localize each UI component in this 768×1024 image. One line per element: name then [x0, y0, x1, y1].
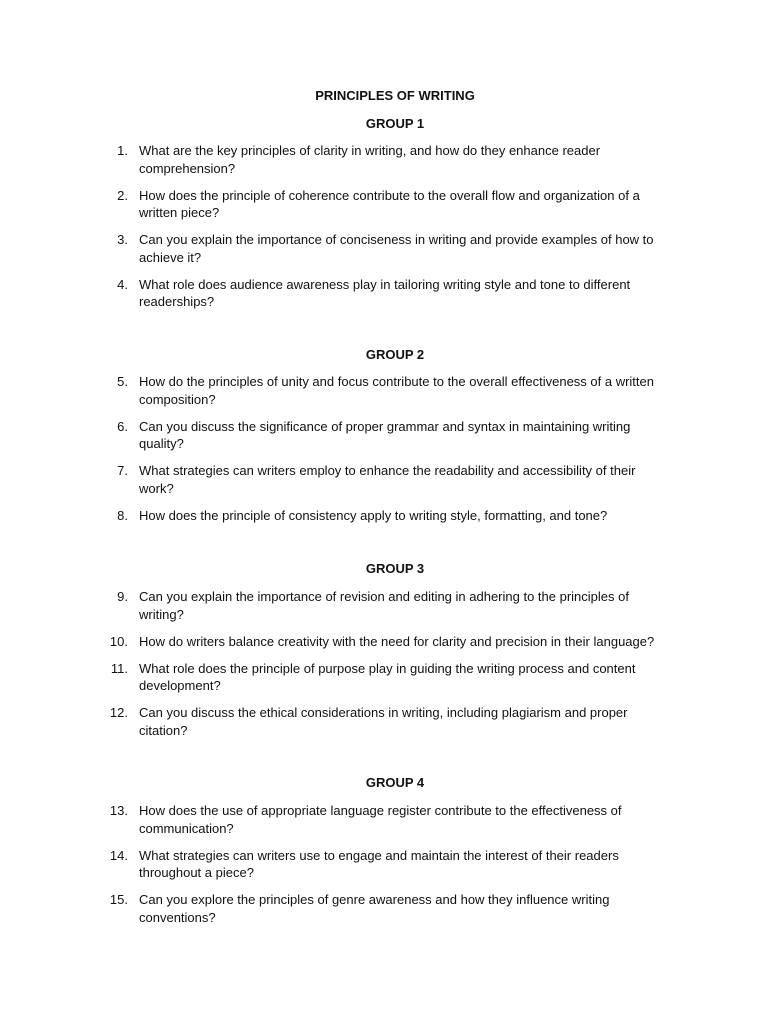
- question-number: 13.: [109, 803, 128, 818]
- question-number: 5.: [117, 374, 128, 389]
- question-text: How do writers balance creativity with the need for clarity and precision in their language?: [139, 633, 655, 649]
- question-number: 11.: [110, 660, 128, 676]
- question-text: What strategies can writers employ to enhance the readability and accessibility of their work?: [139, 463, 636, 496]
- question-item: [108, 660, 668, 695]
- question-list-group-1: [108, 142, 668, 320]
- question-item: [108, 847, 668, 882]
- question-number: 6.: [117, 418, 128, 434]
- question-item: [108, 704, 668, 739]
- question-text: Can you explore the principles of genre awareness and how they influence writing conventions?: [139, 892, 610, 925]
- question-item: [108, 891, 668, 926]
- question-text: Can you discuss the significance of proper grammar and syntax in maintaining writing quality?: [139, 418, 631, 451]
- question-text: What role does the principle of purpose play in guiding the writing process and content development?: [139, 660, 636, 693]
- question-number: 1.: [117, 143, 128, 158]
- question-item: [108, 633, 668, 651]
- question-text: How does the principle of coherence contribute to the overall flow and organization of a written piece?: [139, 187, 640, 220]
- question-text: How does the use of appropriate language register contribute to the effectiveness of communication?: [139, 803, 622, 836]
- question-list-group-4: [108, 802, 668, 936]
- question-item: [108, 418, 668, 453]
- group-heading-3: GROUP 3: [365, 561, 425, 576]
- question-text: What role does audience awareness play in tailoring writing style and tone to different readerships?: [139, 276, 631, 309]
- question-item: [108, 373, 668, 408]
- question-number: 7.: [117, 463, 128, 478]
- question-number: 10.: [109, 633, 128, 649]
- question-number: 12.: [109, 705, 128, 720]
- question-number: 9.: [117, 589, 128, 604]
- question-text: How do the principles of unity and focus contribute to the overall effectiveness of a written composition?: [139, 374, 654, 407]
- document-title: PRINCIPLES OF WRITING: [315, 88, 475, 103]
- question-number: 14.: [109, 847, 128, 863]
- question-list-group-2: [108, 373, 668, 534]
- question-text: How does the principle of consistency apply to writing style, formatting, and tone?: [139, 507, 608, 523]
- question-item: [108, 187, 668, 222]
- group-heading-4: GROUP 4: [365, 775, 425, 790]
- question-number: 4.: [117, 276, 128, 292]
- question-item: [108, 231, 668, 266]
- question-text: Can you discuss the ethical considerations in writing, including plagiarism and proper citation?: [139, 705, 628, 738]
- question-text: Can you explain the importance of conciseness in writing and provide examples of how to achieve it?: [139, 232, 654, 265]
- question-item: [108, 507, 668, 525]
- question-item: [108, 802, 668, 837]
- question-item: [108, 276, 668, 311]
- question-number: 3.: [117, 232, 128, 247]
- question-number: 2.: [117, 187, 128, 203]
- question-list-group-3: [108, 588, 668, 749]
- question-item: [108, 462, 668, 497]
- question-item: [108, 588, 668, 623]
- question-text: What are the key principles of clarity in writing, and how do they enhance reader comprehension?: [139, 143, 601, 176]
- question-text: What strategies can writers use to engage and maintain the interest of their readers throughout a piece?: [139, 847, 619, 880]
- question-item: [108, 142, 668, 177]
- question-number: 8.: [117, 507, 128, 523]
- group-heading-1: GROUP 1: [365, 116, 425, 131]
- question-text: Can you explain the importance of revision and editing in adhering to the principles of writing?: [139, 589, 629, 622]
- group-heading-2: GROUP 2: [365, 347, 425, 362]
- question-number: 15.: [109, 892, 128, 907]
